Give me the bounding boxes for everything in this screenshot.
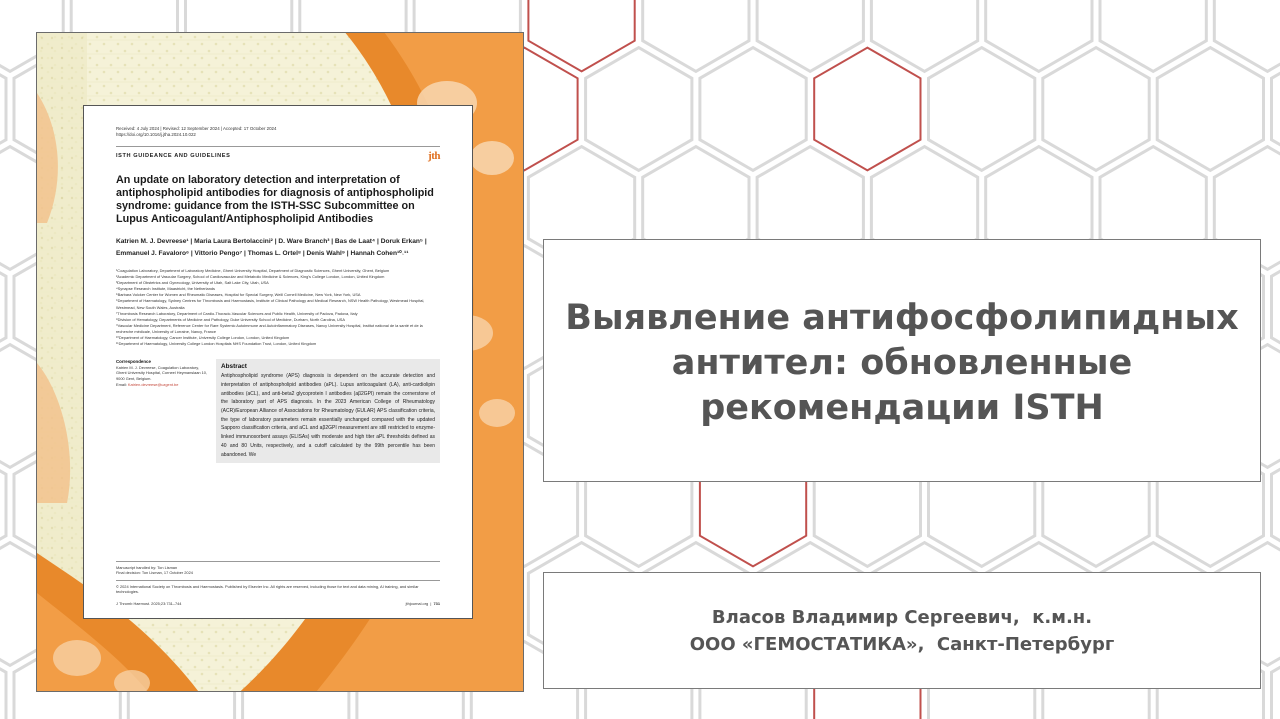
affiliation: ¹Coagulation Laboratory, Department of Laboratory Medicine, Ghent University Hospital, Department of Diagnostic Sciences, Ghent University, Ghent, Belgium (116, 268, 390, 273)
footer-site-page: jthjournal.org | 731 (405, 600, 440, 606)
paper-section (116, 146, 440, 162)
author-name: Власов Владимир Сергеевич, к.м.н. (711, 606, 1093, 628)
footer-handling: Manuscript handled by: Ton Lisman (116, 564, 178, 570)
affiliation: ²Academic Department of Vascular Surgery, School of Cardiovascular and Metabolic Medicine & Sciences, King's College London, London, United Kingdom (116, 274, 385, 280)
affiliation: ⁵Barbara Volcker Center for Women and Rheumatic Diseases, Hospital for Special Surgery, Weill Cornell Medicine, New York, New York, USA (116, 292, 361, 298)
paper-affiliations (116, 268, 440, 347)
title-line: Выявление антифосфолипидных (565, 298, 1239, 338)
hexagon-shape (929, 48, 1035, 171)
hexagon-shape (1272, 642, 1280, 719)
email-link[interactable]: Katrien.devreese@uzgent.be (127, 381, 179, 387)
abstract-area (116, 359, 440, 463)
paper-meta (116, 126, 440, 138)
journal-logo: jth (428, 150, 440, 162)
affiliation: ⁸Division of Hematology, Departments of Medicine and Pathology, Duke University School of Medicine, Durham, North Carolina, USA (116, 316, 345, 322)
paper-title: An update on laboratory detection and interpretation of antiphospholipid antibodies for diagnosis of antiphospholipid syndrome: guidance from the ISTH-SSC Subcommittee on Lupus Anticoagulant/Antiphospholipid Antibodies (116, 174, 434, 225)
paper-authors: Katrien M. J. Devreese¹ | Maria Laura Bertolaccini² | D. Ware Branch³ | Bas de Laat⁴ | Doruk Erkan⁵ | Emmanuel J. Favaloro⁶ | Vittorio Pengo⁷ | Thomas L. Ortel⁸ | Denis Wahl⁹ | Hannah Cohen¹⁰˒¹¹ (116, 238, 427, 257)
title-line: рекомендации ISTH (700, 388, 1104, 428)
title-box (543, 239, 1261, 482)
author-organization: ООО «ГЕМОСТАТИКА», Санкт-Петербург (689, 633, 1115, 655)
author-box (543, 572, 1261, 689)
footer-site: jthjournal.org (405, 600, 429, 606)
paper-footer (116, 557, 440, 606)
footer-citation-row (116, 601, 440, 606)
footer-page: 731 (433, 600, 440, 606)
paper-doi: https://doi.org/10.1016/j.jtha.2024.10.022 (116, 132, 196, 137)
abstract-label: Abstract (221, 363, 247, 371)
affiliation: ³Department of Obstetrics and Gynecology, University of Utah, Salt Lake City, Utah, USA (116, 280, 269, 286)
section-label: ISTH GUIDEANCE AND GUIDELINES (116, 153, 231, 159)
footer-copyright: © 2024 International Society on Thrombosis and Haemostasis. Published by Elsevier Inc. All rights are reserved, including those for text and data mining, AI training, and similar technologies. (116, 583, 419, 595)
slide-title (565, 290, 1238, 431)
affiliation: ⁹Vascular Medicine Department, Reference Center for Rare Systemic Autoimmune and Autoinflammatory Diseases, Nancy University Hospital, Institut national de la santé et de la recherche médicale, University of Lorraine, Nancy, France (116, 322, 423, 334)
hexagon-shape (814, 48, 920, 171)
hexagon-shape (586, 48, 692, 171)
hexagon-shape (1043, 48, 1149, 171)
affiliation: ⁶Department of Haematology, Sydney Centres for Thrombosis and Haemostasis, Institute of Clinical Pathology and Medical Research, NSW Health Pathology, Westmead Hospital, Westmead, New South Wales, Australia (116, 298, 425, 310)
hexagon-shape (700, 48, 806, 171)
correspondence-address: Katrien M. J. Devreese, Coagulation Laboratory, Ghent University Hospital, Corneel Heymanslaan 10, 9000 Gent, Belgium. (116, 364, 208, 381)
paper-first-page (83, 105, 473, 619)
paper-dates: Received: 4 July 2024 | Revised: 12 September 2024 | Accepted: 17 October 2024 (116, 126, 277, 131)
correspondence-email-row (116, 382, 208, 388)
abstract-box (216, 359, 440, 463)
footer-decision: Final decision: Ton Lisman, 17 October 2024 (116, 570, 193, 576)
footer-citation: J Thromb Haemost. 2025;23:731–744 (116, 600, 182, 606)
abstract-text: Antiphospholipid syndrome (APS) diagnosis is dependent on the accurate detection and interpretation of antiphospholipid antibodies (aPL). Lupus anticoagulant (LA), anti-cardiolipin antibodies (aCL), and anti-beta2 glycoprotein I antibodies (aβ2GPI) remain the cornerstone of the laboratory part of APS diagnosis. In the 2023 American College of Rheumatology (ACR)/European Alliance of Associations for Rheumatology (EULAR) APS classification criteria, the type of laboratory parameters remain essentially unchanged compared with the updated Sapporo classification criteria, and aCL and aβ2GPI measurement are still restricted to enzyme-linked immunosorbent assays (ELISAs) with moderate and high titer aPL thresholds defined as 40 and 80 Units, respectively, and a cutoff calculated by the 99th percentile has been abandoned. We (221, 373, 435, 458)
hexagon-shape (0, 642, 6, 719)
journal-cover (36, 32, 524, 692)
hexagon-shape (1157, 48, 1263, 171)
affiliation: ¹¹Department of Haematology, University College London Hospitals NHS Foundation Trust, London, United Kingdom (116, 341, 317, 347)
affiliation: ⁷Thrombosis Research Laboratory, Department of Cardio-Thoracic-Vascular Sciences and Public Health, University of Padova, Padova, Italy (116, 310, 358, 316)
affiliation: ¹⁰Department of Haematology, Cancer Institute, University College London, London, United Kingdom (116, 335, 290, 341)
title-line: антител: обновленные (671, 343, 1133, 383)
hexagon-shape (1214, 0, 1280, 71)
email-label: Email: (116, 381, 127, 387)
affiliation: ⁴Synapse Research Institute, Maastricht, the Netherlands (116, 286, 215, 292)
author-info (690, 604, 1115, 658)
correspondence (116, 359, 208, 463)
correspondence-label: Correspondence (116, 359, 151, 365)
